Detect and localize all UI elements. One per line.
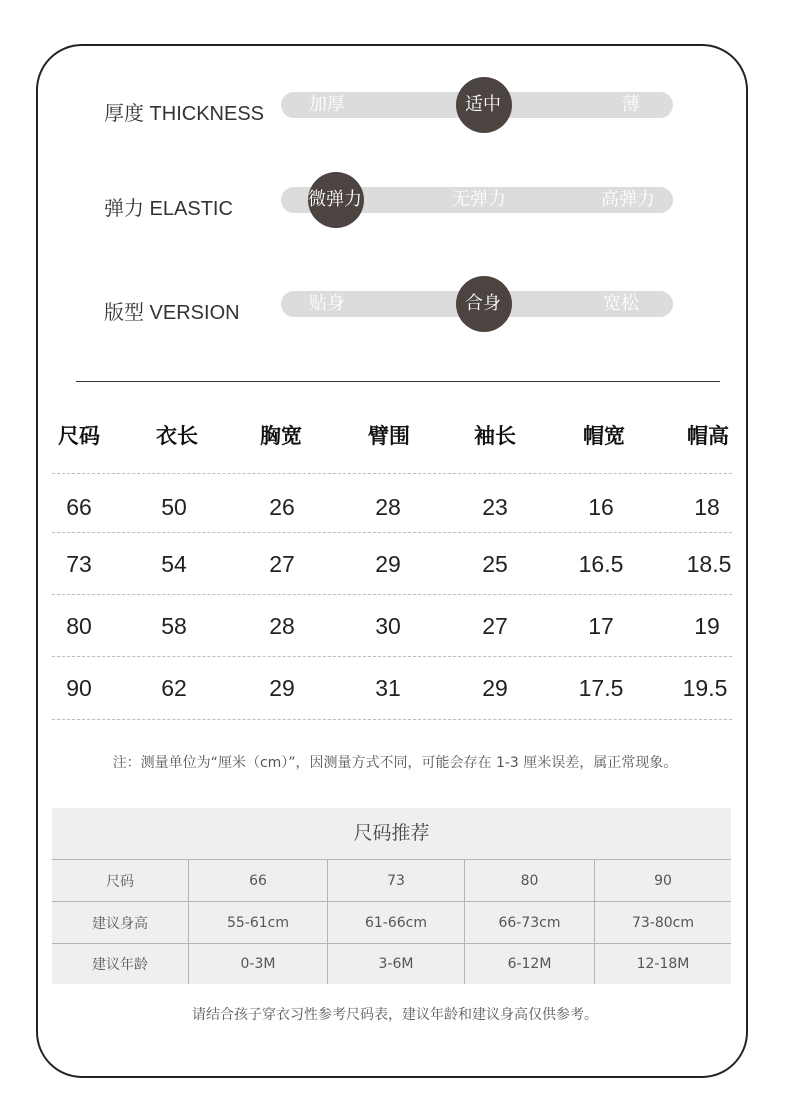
cell-length: 50 [161, 494, 187, 520]
recommendation-row-height [52, 902, 731, 944]
table-row [0, 675, 790, 705]
thickness-option-medium: 适中 [465, 94, 501, 115]
rec-cell: 66-73cm [464, 902, 594, 943]
cell-sleeve: 23 [482, 494, 508, 520]
thickness-label: 厚度 THICKNESS [104, 103, 265, 125]
size-table-header [0, 420, 790, 450]
section-divider [76, 381, 720, 382]
rec-cell: 55-61cm [188, 902, 327, 943]
elastic-track [281, 187, 673, 213]
table-dashed-line [52, 719, 732, 720]
rec-cell: 73-80cm [594, 902, 731, 943]
elastic-option-high: 高弹力 [601, 189, 655, 210]
cell-length: 58 [161, 613, 187, 639]
cell-arm: 31 [375, 675, 401, 701]
table-row [0, 613, 790, 643]
elastic-row [0, 170, 790, 230]
cell-length: 62 [161, 675, 187, 701]
rec-cell: 12-18M [594, 944, 731, 984]
version-track [281, 291, 673, 317]
rec-row-label: 建议年龄 [92, 957, 148, 973]
rec-cell: 3-6M [327, 944, 464, 984]
thickness-track [281, 92, 673, 118]
thickness-option-thick: 加厚 [309, 94, 345, 115]
table-row [0, 551, 790, 581]
cell-chest: 28 [269, 613, 295, 639]
cell-sleeve: 29 [482, 675, 508, 701]
version-option-loose: 宽松 [603, 293, 639, 314]
rec-cell: 6-12M [464, 944, 594, 984]
cell-size: 80 [66, 613, 92, 639]
recommendation-row-age [52, 944, 731, 984]
cell-hood-height: 18.5 [686, 551, 732, 577]
rec-row-label: 尺码 [106, 873, 134, 890]
version-label: 版型 VERSION [104, 302, 240, 324]
cell-chest: 27 [269, 551, 295, 577]
cell-hood-width: 16.5 [578, 551, 624, 577]
table-dashed-line [52, 473, 732, 474]
cell-hood-width: 17.5 [578, 675, 624, 701]
cell-hood-width: 17 [588, 613, 614, 639]
rec-cell: 66 [188, 860, 327, 901]
header-length: 衣长 [156, 424, 198, 448]
rec-cell: 61-66cm [327, 902, 464, 943]
rec-cell: 0-3M [188, 944, 327, 984]
rec-cell: 90 [594, 860, 731, 901]
cell-size: 73 [66, 551, 92, 577]
cell-sleeve: 27 [482, 613, 508, 639]
cell-size: 66 [66, 494, 92, 520]
header-arm: 臂围 [368, 424, 410, 448]
table-row [0, 494, 790, 524]
footer-note: 请结合孩子穿衣习性参考尺码表，建议年龄和建议身高仅供参考。 [192, 1007, 598, 1023]
cell-arm: 28 [375, 494, 401, 520]
rec-cell: 73 [327, 860, 464, 901]
header-sleeve: 袖长 [474, 424, 516, 448]
version-option-fitted: 贴身 [309, 293, 345, 314]
version-row [0, 274, 790, 334]
cell-size: 90 [66, 675, 92, 701]
recommendation-row-size [52, 860, 731, 902]
cell-hood-height: 19 [694, 613, 720, 639]
cell-chest: 26 [269, 494, 295, 520]
elastic-option-slight: 微弹力 [308, 189, 362, 210]
version-option-regular: 合身 [465, 293, 501, 314]
header-hood-height: 帽高 [687, 424, 729, 448]
cell-hood-height: 18 [694, 494, 720, 520]
header-size: 尺码 [58, 424, 100, 448]
cell-hood-width: 16 [588, 494, 614, 520]
elastic-label: 弹力 ELASTIC [104, 198, 233, 220]
cell-length: 54 [161, 551, 187, 577]
recommendation-title: 尺码推荐 [52, 808, 731, 860]
cell-arm: 29 [375, 551, 401, 577]
elastic-option-none: 无弹力 [452, 189, 506, 210]
thickness-row [0, 75, 790, 135]
table-dashed-line [52, 594, 732, 595]
cell-chest: 29 [269, 675, 295, 701]
header-chest: 胸宽 [260, 424, 302, 448]
cell-sleeve: 25 [482, 551, 508, 577]
cell-arm: 30 [375, 613, 401, 639]
header-hood-width: 帽宽 [583, 424, 625, 448]
rec-cell: 80 [464, 860, 594, 901]
size-recommendation-table [52, 808, 731, 984]
rec-row-label: 建议身高 [92, 915, 148, 932]
table-dashed-line [52, 656, 732, 657]
thickness-option-thin: 薄 [622, 94, 640, 115]
cell-hood-height: 19.5 [682, 675, 728, 701]
table-dashed-line [52, 532, 732, 533]
measurement-note: 注：测量单位为“厘米（cm）”，因测量方式不同，可能会存在 1-3 厘米误差，属正常现象。 [112, 755, 678, 771]
